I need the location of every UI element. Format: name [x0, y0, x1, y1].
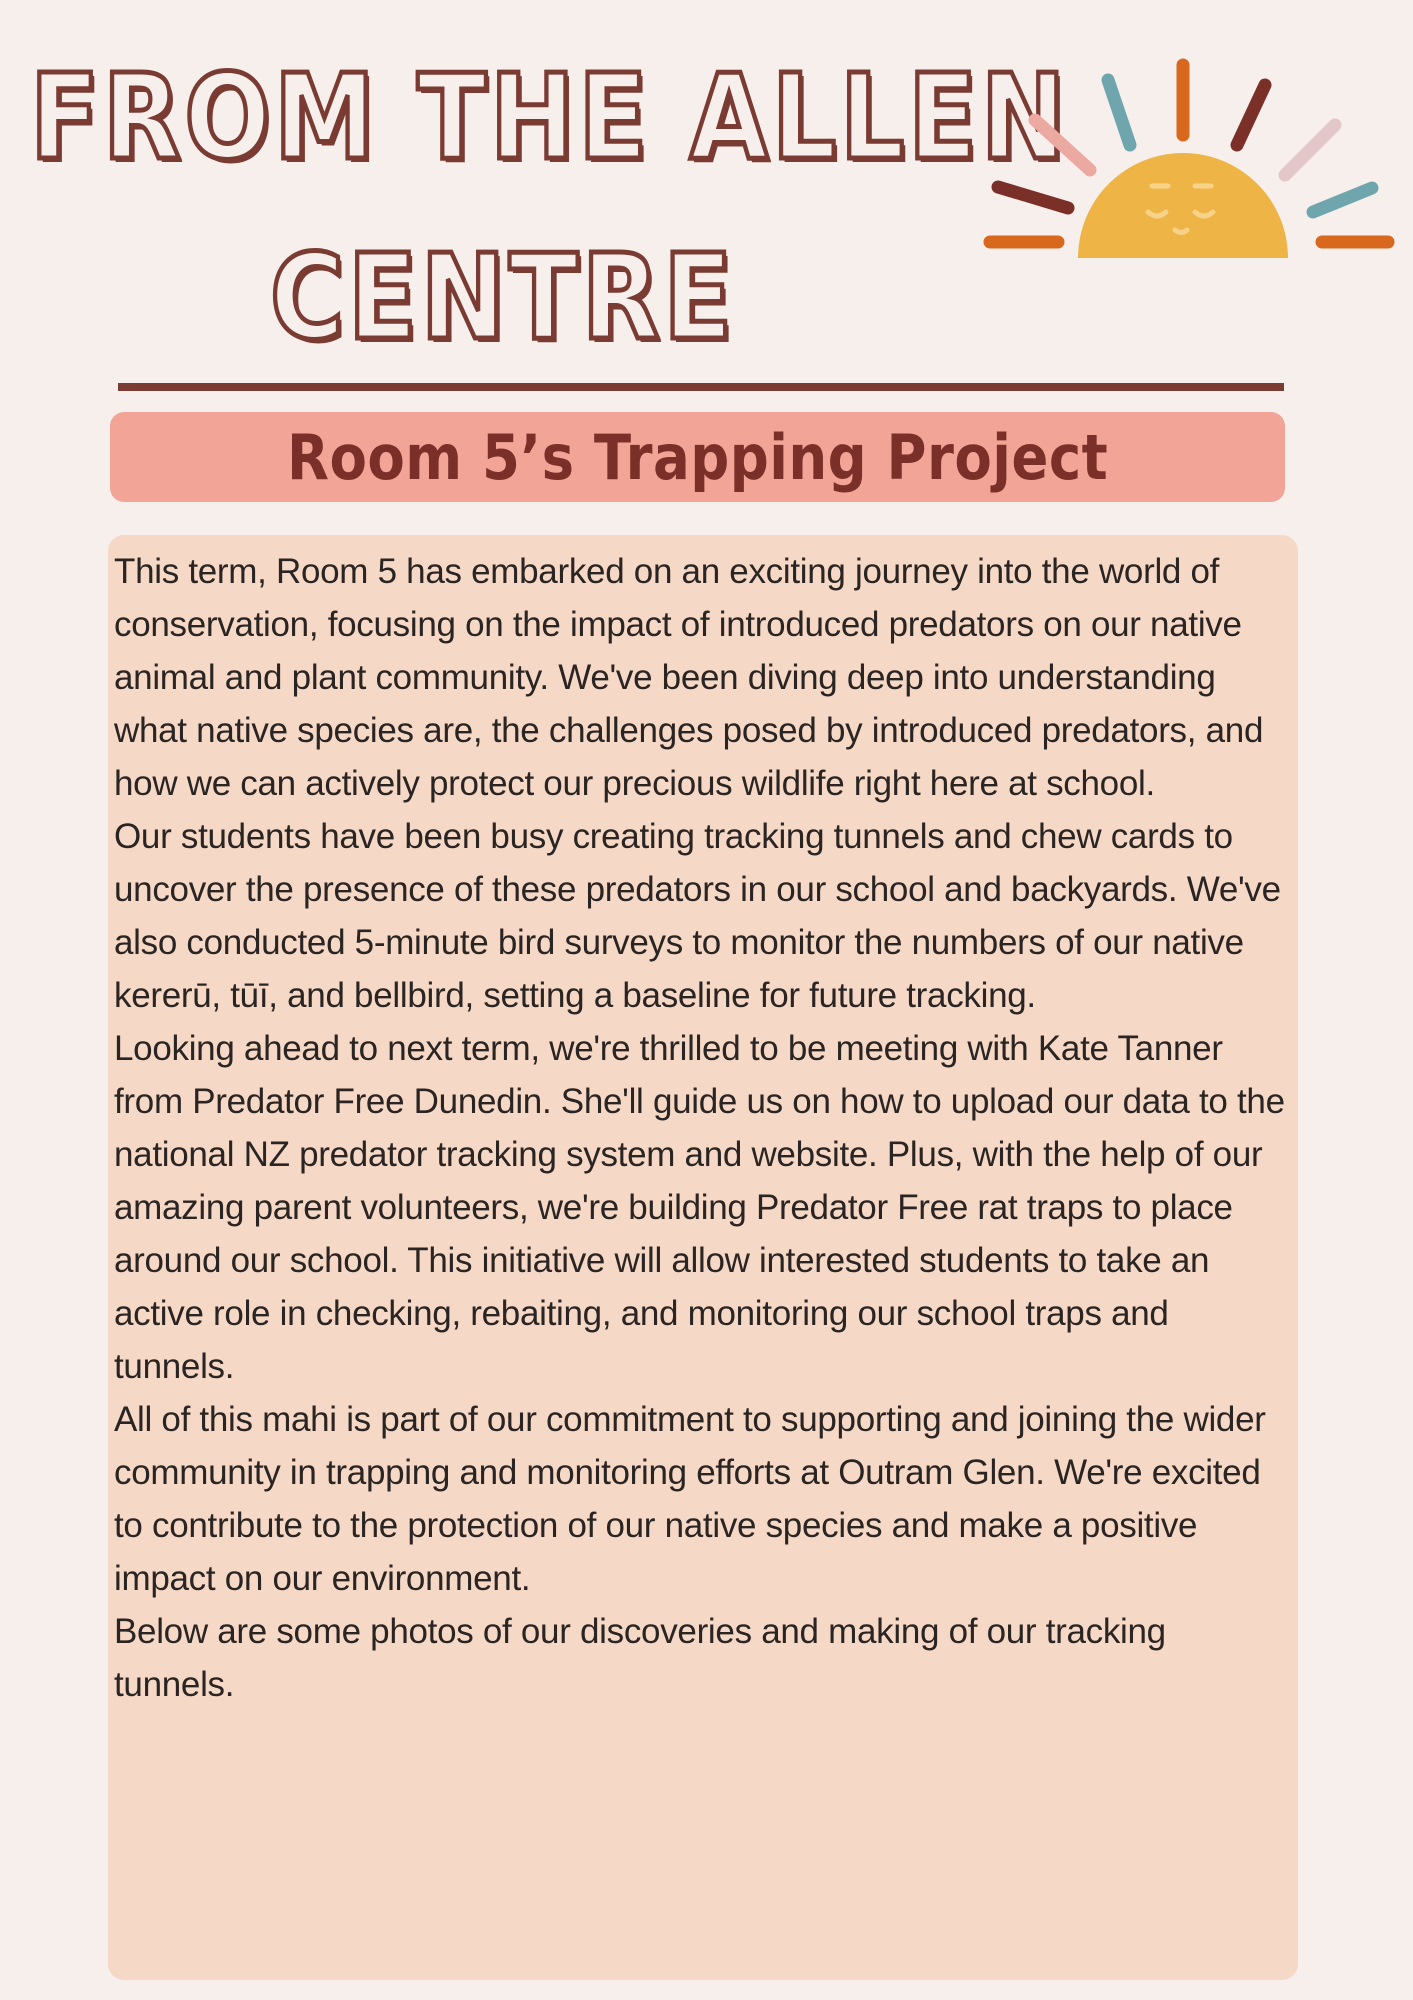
sun-ray — [1035, 120, 1090, 170]
sun-icon — [980, 40, 1400, 280]
title-line-1: FROM THE ALLEN — [30, 48, 1070, 186]
paragraph: Our students have been busy creating tracking tunnels and chew cards to uncover the presence of these predators in our school and backyards. We've also conducted 5-minute bird surveys to monitor the numbers of our native kererū, tūī, and bellbird, setting a baseline for future tracking. — [114, 817, 1281, 1015]
sun-body — [1078, 153, 1288, 258]
divider — [118, 383, 1284, 391]
sun-ray — [1285, 125, 1335, 175]
sun-ray — [1313, 188, 1372, 212]
title-line-2: CENTRE — [270, 228, 737, 366]
sun-ray — [1237, 85, 1265, 145]
paragraph: This term, Room 5 has embarked on an exciting journey into the world of conservation, focusing on the impact of introduced predators on our native animal and plant community. We've been diving deep into understanding what native species are, the challenges posed by introduced predators, and how we can actively protect our precious wildlife right here at school. — [114, 552, 1264, 803]
sun-ray — [1108, 80, 1130, 145]
paragraph: Below are some photos of our discoveries and making of our tracking tunnels. — [114, 1612, 1166, 1704]
paragraph: All of this mahi is part of our commitment to supporting and joining the wider community in trapping and monitoring efforts at Outram Glen. We're excited to contribute to the protection of our native species and make a positive impact on our environment. — [114, 1400, 1266, 1598]
sun-ray — [998, 187, 1068, 208]
section-heading-banner — [110, 412, 1285, 502]
section-heading: Room 5’s Trapping Project — [286, 420, 1109, 494]
article-body — [108, 535, 1298, 1980]
paragraph: Looking ahead to next term, we're thrilled to be meeting with Kate Tanner from Predator Free Dunedin. She'll guide us on how to upload our data to the national NZ predator tracking system and website. Plus, with the help of our amazing parent volunteers, we're building Predator Free rat traps to place around our school. This initiative will allow interested students to take an active role in checking, rebaiting, and monitoring our school traps and tunnels. — [114, 1029, 1285, 1386]
